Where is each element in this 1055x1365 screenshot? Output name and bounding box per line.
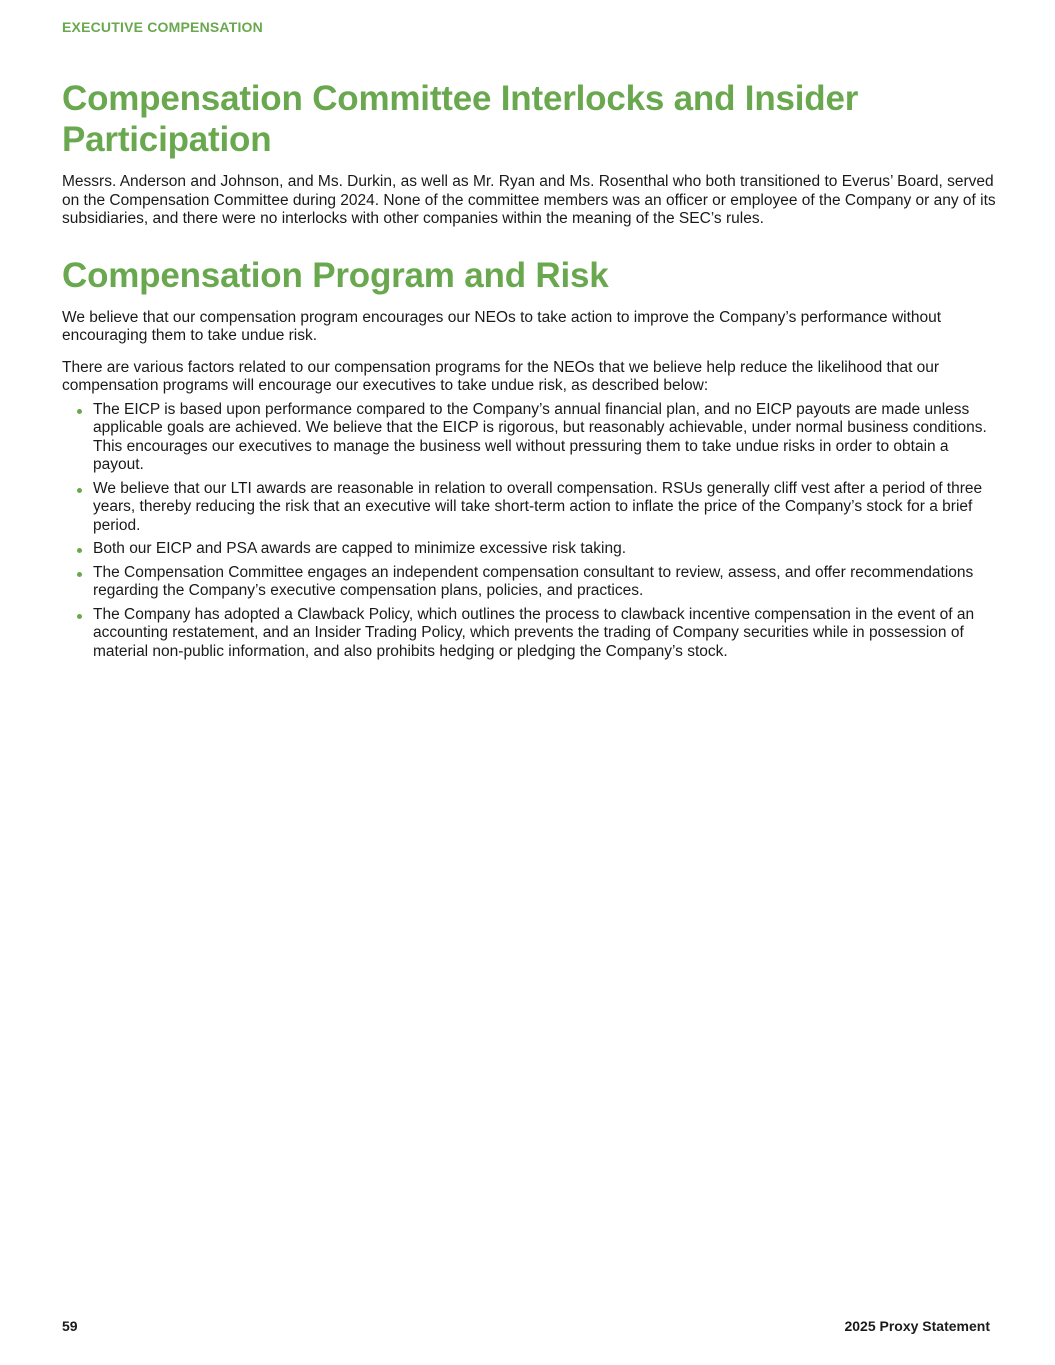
list-item-text: We believe that our LTI awards are reasonable in relation to overall compensation. RSUs generally cliff vest after a period of three years, thereby reducing the risk that an executive will take short-term action to inflate the price of the Company’s stock for a brief period.: [93, 479, 983, 534]
list-item: [62, 564, 997, 601]
document-title: 2025 Proxy Statement: [844, 1318, 990, 1334]
list-item: [62, 606, 997, 662]
risk-heading: Compensation Program and Risk: [62, 255, 609, 295]
risk-paragraph-1: We believe that our compensation program encourages our NEOs to take action to improve the Company’s performance without encouraging them to take undue risk.: [62, 308, 942, 344]
interlocks-heading: Compensation Committee Interlocks and Insider Participation: [62, 79, 859, 159]
page-number: 59: [62, 1318, 78, 1334]
bullet-icon: [77, 548, 82, 553]
section-label: EXECUTIVE COMPENSATION: [62, 19, 263, 35]
interlocks-paragraph: Messrs. Anderson and Johnson, and Ms. Durkin, as well as Mr. Ryan and Ms. Rosenthal who both transitioned to Everus’ Board, served on the Compensation Committee during 2024. None of the committee members was an officer or employee of the Company or any of its subsidiaries, and there were no interlocks with other companies within the meaning of the SEC’s rules.: [62, 173, 996, 227]
bullet-icon: [77, 572, 82, 577]
list-item-text: Both our EICP and PSA awards are capped to minimize excessive risk taking.: [93, 540, 627, 557]
list-item-text: The Company has adopted a Clawback Policy, which outlines the process to clawback incentive compensation in the event of an accounting restatement, and an Insider Trading Policy, which prevents the trading of Company securities while in possession of material non-public information, and also prohibits hedging or pledging the Company’s stock.: [93, 605, 975, 660]
risk-paragraph-2: There are various factors related to our compensation programs for the NEOs that we believe help reduce the likelihood that our compensation programs will encourage our executives to take undue risk, as described below:: [62, 358, 940, 394]
risk-factor-list: [62, 401, 997, 662]
main-content: [62, 78, 997, 666]
list-item-text: The Compensation Committee engages an independent compensation consultant to review, assess, and offer recommendations regarding the Company’s executive compensation plans, policies, and practices.: [93, 563, 974, 599]
list-item-text: The EICP is based upon performance compared to the Company’s annual financial plan, and no EICP payouts are made unless applicable goals are achieved. We believe that the EICP is rigorous, but reasonably achievable, under normal business conditions. This encourages our executives to manage the business well without pressuring them to take undue risks in order to obtain a payout.: [93, 400, 987, 473]
list-item: [62, 540, 997, 559]
bullet-icon: [77, 409, 82, 414]
list-item: [62, 480, 997, 536]
bullet-icon: [77, 614, 82, 619]
bullet-icon: [77, 488, 82, 493]
list-item: [62, 401, 997, 475]
